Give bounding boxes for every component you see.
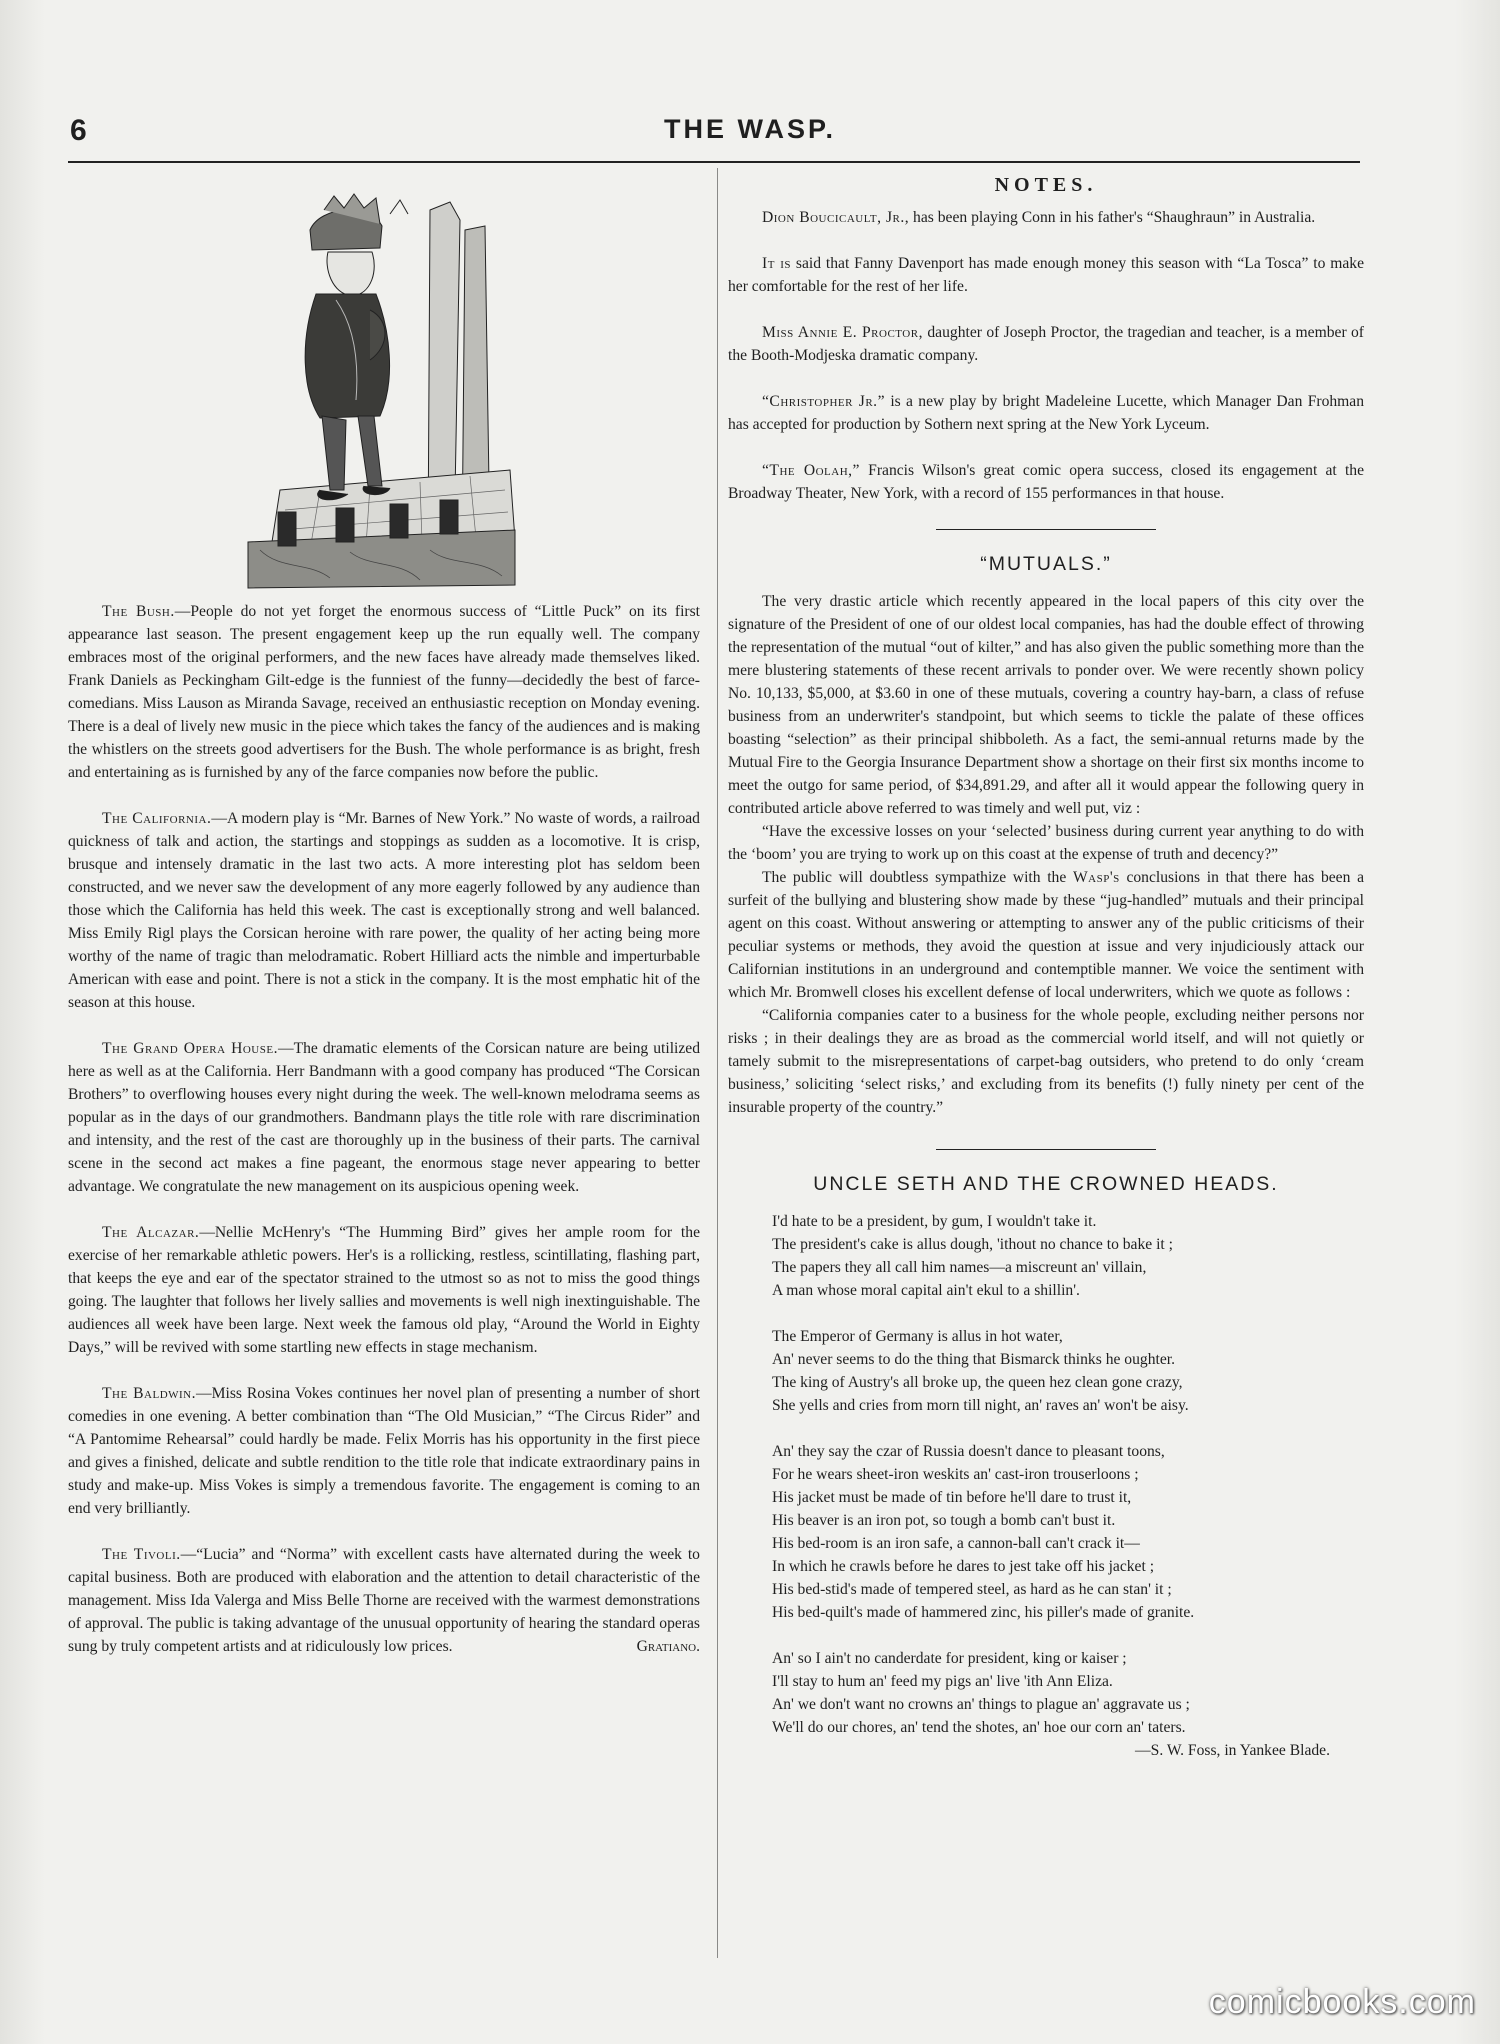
review-tivoli [68,1543,700,1658]
theater-reviews-column [68,600,700,1658]
review-lead: The Baldwin. [102,1385,197,1402]
poem-heading: UNCLE SETH AND THE CROWNED HEADS. [813,1173,1279,1195]
poem-line: She yells and cries from morn till night, an' raves an' won't be aisy. [772,1397,1189,1414]
poem-credit: —S. W. Foss, in Yankee Blade. [1135,1742,1330,1759]
poem-line: In which he crawls before he dares to jest take off his jacket ; [772,1558,1155,1575]
poem-line: His bed-quilt's made of hammered zinc, his piller's made of granite. [772,1604,1195,1621]
page-number: 6 [70,114,87,147]
poem-line: His jacket must be made of tin before he'll dare to trust it, [772,1489,1132,1506]
column-divider [717,168,718,1958]
note-text: has been playing Conn in his father's “Shaughraun” in Australia. [909,209,1316,226]
note-text: is a new play by bright Madeleine Lucette, which Manager Dan Frohman has accepted for production by Sothern next spring at the New York Lyceum. [728,393,1365,433]
note-text: Francis Wilson's great comic opera success, closed its engagement at the Broadway Theater, New York, with a record of 155 performances in that house. [728,462,1365,502]
notes-heading: NOTES. [994,174,1098,196]
poem [772,1210,1364,1739]
review-text: —Nellie McHenry's “The Humming Bird” gives her ample room for the exercise of her remarkable athletic powers. Her's is a rollicking, restless, scintillating, flashing part, that keeps the eye and ear of the spectator strained to the utmost so as not to miss the good things going. The laughter that follows her lively sallies and movements is well nigh inextinguishable. The audiences all week have been large. Next week the famous old play, “Around the World in Eighty Days,” will be revived with some startling new effects in stage mechanism. [68,1224,700,1356]
review-lead: The Bush. [102,603,175,620]
poem-line: The king of Austry's all broke up, the queen hez clean gone crazy, [772,1374,1183,1391]
review-lead: The Grand Opera House. [102,1040,278,1057]
note-item [728,206,1364,229]
masthead-title: THE WASP. [663,114,837,144]
review-text: —“Lucia” and “Norma” with excellent casts have alternated during the week to capital business. Both are produced with elaboration and the attention to detail characteristic of the management. Miss Ida Valerga and Miss Belle Thorne are received with the warmest demonstrations of approval. The public is taking advantage of the unusual opportunity of hearing the standard operas sung by truly competent artists and at ridiculously low prices. [68,1546,700,1655]
review-bush [68,600,700,784]
poem-line: The president's cake is allus dough, 'ithout no chance to bake it ; [772,1236,1173,1253]
caricature-illustration [240,190,520,590]
note-text: daughter of Joseph Proctor, the tragedian and teacher, is a member of the Booth-Modjeska dramatic company. [728,324,1365,364]
mutuals-text: conclusions in that there has been a surfeit of the bullying and blustering show made by these “jug-handled” mutuals and their principal agent on this coast. Without answering or attempting to answer any of the public criticisms of their peculiar systems or methods, they avoid the question at issue and very injudiciously attack our Californian institutions in an underground and contemptible manner. We voice the sentiment with which Mr. Bromwell closes his excellent defense of local underwriters, which we quote as follows : [728,869,1364,1001]
poem-line: For he wears sheet-iron weskits an' cast-iron trouserloons ; [772,1466,1139,1483]
note-item [728,459,1364,505]
review-lead: The Alcazar. [102,1224,200,1241]
poem-stanza [772,1647,1364,1739]
review-lead: The California. [102,810,212,827]
note-lead: “The Oolah,” [762,462,860,479]
poem-line: The Emperor of Germany is allus in hot water, [772,1328,1063,1345]
review-lead: The Tivoli. [102,1546,181,1563]
section-rule [936,529,1156,530]
poem-line: I'd hate to be a president, by gum, I wouldn't take it. [772,1213,1097,1230]
poem-line: A man whose moral capital ain't ekul to a shillin'. [772,1282,1080,1299]
poem-line: An' they say the czar of Russia doesn't dance to pleasant toons, [772,1443,1165,1460]
note-item [728,252,1364,298]
review-alcazar [68,1221,700,1359]
note-lead: It is [762,255,792,272]
poem-line: An' so I ain't no canderdate for president, king or kaiser ; [772,1650,1127,1667]
mutuals-paragraph: The very drastic article which recently appeared in the local papers of this city over the signature of the President of one of our oldest local companies, has had the double effect of throwing the representation of the mutual “out of kilter,” and has also given the public something more than the mere blustering statements of these recent arrivals to ponder over. We were recently shown policy No. 10,133, $5,000, at $3.60 in one of these mutuals, covering a country hay-barn, a class of refuse business from an underwriter's standpoint, but which seems to tickle the palate of these offices boasting “selection” as their principal shibboleth. As a fact, the semi-annual returns made by the Mutual Fire to the Georgia Insurance Department show a shortage on their first six months income to meet the outgo for same period, of $34,891.29, and after all it would appear the following query in contributed article above referred to was timely and well put, viz : [728,593,1364,817]
note-item [728,390,1364,436]
section-rule [936,1149,1156,1150]
right-column [728,172,1364,1762]
note-lead: Dion Boucicault, Jr., [762,209,910,226]
review-text: —People do not yet forget the enormous success of “Little Puck” on its first appearance last season. The present engagement keep up the run equally well. The company embraces most of the original performers, and the new faces have already made themselves liked. Frank Daniels as Peckingham Gilt-edge is the funniest of the funny—decidedly the best of farce-comedians. Miss Lauson as Miranda Savage, received an enthusiastic reception on Monday evening. There is a deal of lively new music in the piece which takes the fancy of the audiences and is making the whistlers on the streets good advertisers for the Bush. The whole performance is as bright, fresh and entertaining as is furnished by any of the farce companies now before the public. [68,603,700,781]
poem-stanza [772,1440,1364,1624]
watermark: comicbooks.com [1208,1983,1476,2021]
wasp-name: Wasp's [1072,869,1120,886]
review-text: —The dramatic elements of the Corsican nature are being utilized here as well as at the California. Herr Bandmann with a good company has produced “The Corsican Brothers” to overflowing houses every night during the week. The well-known melodrama seems as popular as in the days of our grandmothers. Bandmann plays the title role with rare discrimination and intensity, and the rest of the cast are thoroughly up in the business of their parts. The carnival scene in the second act makes a fine pageant, the enormous stage never appearing to better advantage. We congratulate the new management on its auspicious opening week. [68,1040,701,1195]
mutuals-text: The public will doubtless sympathize with the [762,869,1073,886]
review-california [68,807,700,1014]
poem-line: An' never seems to do the thing that Bismarck thinks he oughter. [772,1351,1175,1368]
review-text: —Miss Rosina Vokes continues her novel plan of presenting a number of short comedies in one evening. A better combination than “The Old Musician,” “The Circus Rider” and “A Pantomime Rehearsal” could hardly be made. Felix Morris has his opportunity in the first piece and gives a finished, delicate and subtle rendition to the title role that indicate extraordinary pains in study and make-up. Miss Vokes is simply a tremendous favorite. The engagement is coming to an end very brilliantly. [68,1385,700,1517]
poem-line: We'll do our chores, an' tend the shotes, an' hoe our corn an' taters. [772,1719,1186,1736]
poem-line: His bed-room is an iron safe, a cannon-ball can't crack it— [772,1535,1140,1552]
poem-line: His bed-stid's made of tempered steel, as hard as he can stan' it ; [772,1581,1172,1598]
poem-line: I'll stay to hum an' feed my pigs an' live 'ith Ann Eliza. [772,1673,1113,1690]
header-rule [68,161,1360,163]
review-text: —A modern play is “Mr. Barnes of New York.” No waste of words, a railroad quickness of talk and action, the startings and stoppings as sudden as a locomotive. It is crisp, brusque and intensely dramatic in the last two acts. A more interesting plot has seldom been constructed, and we never saw the development of any more eagerly followed by any audience than those which the California has held this week. The cast is exceptionally strong and well balanced. Miss Emily Rigl plays the Corsican heroine with rare power, the quality of her acting being more worthy of the name of tragic than melodramatic. Robert Hilliard acts the nimble and imperturbable American with ease and point. There is not a stick in the company. It is the most emphatic hit of the season at this house. [68,810,700,1011]
mutuals-heading: “MUTUALS.” [980,553,1112,575]
mutuals-paragraph [728,866,1364,1004]
poem-line: The papers they all call him names—a miscreunt an' villain, [772,1259,1147,1276]
review-baldwin [68,1382,700,1520]
note-lead: “Christopher Jr.” [762,393,886,410]
author-signature: Gratiano. [636,1638,700,1655]
note-text: said that Fanny Davenport has made enough money this season with “La Tosca” to make her comfortable for the rest of her life. [728,255,1365,295]
poem-stanza [772,1325,1364,1417]
review-grand-opera-house [68,1037,700,1198]
poem-line: An' we don't want no crowns an' things to plague an' aggravate us ; [772,1696,1190,1713]
note-lead: Miss Annie E. Proctor, [762,324,923,341]
poem-stanza [772,1210,1364,1302]
poem-line: His beaver is an iron pot, so tough a bomb can't bust it. [772,1512,1116,1529]
mutuals-quote: “California companies cater to a business for the whole people, excluding neither persons nor risks ; in their dealings they are as broad as the commercial world itself, and will not quietly or tamely submit to the misrepresentations of carpet-bag outsiders, who pretend to do only ‘cream business,’ soliciting ‘select risks,’ and excluding from its benefits (!) fully ninety per cent of the insurable property of the country.” [728,1007,1364,1116]
note-item [728,321,1364,367]
mutuals-quote: “Have the excessive losses on your ‘selected’ business during current year anything to do with the ‘boom’ you are trying to work up on this coast at the expense of truth and decency?” [728,823,1364,863]
